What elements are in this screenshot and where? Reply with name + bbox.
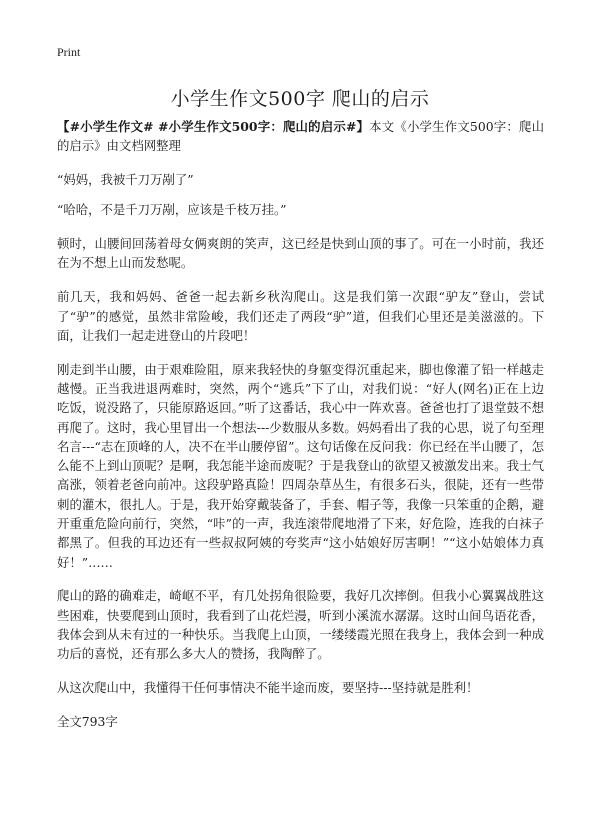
- intro-paragraph: [57, 117, 544, 156]
- intro-text: 本文《小学生作文500字：爬山的启示》由文档网整理: [57, 119, 544, 154]
- paragraph: 顿时，山腰间回荡着母女俩爽朗的笑声，这已经是快到山顶的事了。可在一小时前，我还在为不想上山而发愁呢。: [57, 236, 544, 271]
- word-count: 全文793字: [57, 713, 118, 729]
- intro-tag: 【#小学生作文# #小学生作文500字：爬山的启示#】: [57, 119, 370, 134]
- article-body: [57, 117, 544, 746]
- paragraph: “哈哈，不是千刀万剐，应该是千枝万挂。”: [57, 202, 287, 218]
- paragraph: 从这次爬山中，我懂得干任何事情决不能半途而废，要坚持---坚持就是胜利！: [57, 680, 479, 696]
- paragraph: “妈妈，我被千刀万剐了”: [57, 172, 194, 188]
- print-link[interactable]: Print: [57, 45, 81, 59]
- paragraph: 刚走到半山腰，由于艰难险阻，原来我轻快的身躯变得沉重起来，脚也像灌了铅一样越走越慢。正当我进退两难时，突然，两个“逃兵”下了山，对我们说：“好人(网名)正在上边吃饭，说没路了，只能原路返回。”听了这番话，我心中一阵欢喜。爸爸也打了退堂鼓不想再爬了。这时，我心里冒出一个想法---少数服从多数。妈妈看出了我的心思，说了句至理名言---“志在顶峰的人，决不在半山腰停留”。这句话像在反问我：你已经在半山腰了，怎么能不上到山顶呢？是啊，我怎能半途而废呢？于是我登山的欲望又被激发出来。我士气高涨，领着老爸向前冲。这段驴路真险！四周杂草丛生，有很多石头，很陡，还有一些带刺的灌木，很扎人。于是，我开始穿戴装备了，手套、帽子等，我像一只笨重的企鹅，避开重重危险向前行，突然，“咔”的一声，我连滚带爬地滑了下来，好危险，连我的白袜子都黑了。但我的耳边还有一些叔叔阿姨的夸奖声“这小姑娘好厉害啊！”“这小姑娘体力真好！”……: [57, 361, 544, 570]
- paragraph: 爬山的路的确难走，崎岖不平，有几处拐角很险要，我好几次摔倒。但我小心翼翼战胜这些困难，快要爬到山顶时，我看到了山花烂漫，听到小溪流水潺潺。这时山间鸟语花香，我体会到从未有过的一种快乐。当我爬上山顶，一缕缕霞光照在我身上，我体会到一种成功后的喜悦，还有那么多大人的赞扬，我陶醉了。: [57, 588, 544, 662]
- article-title: 小学生作文500字 爬山的启示: [170, 88, 430, 110]
- paragraph: 前几天，我和妈妈、爸爸一起去新乡秋沟爬山。这是我们第一次跟“驴友”登山，尝试了“驴”的感觉，虽然非常险峻，我们还走了两段“驴”道，但我们心里还是美滋滋的。下面，让我们一起走进登山的片段吧！: [57, 289, 544, 343]
